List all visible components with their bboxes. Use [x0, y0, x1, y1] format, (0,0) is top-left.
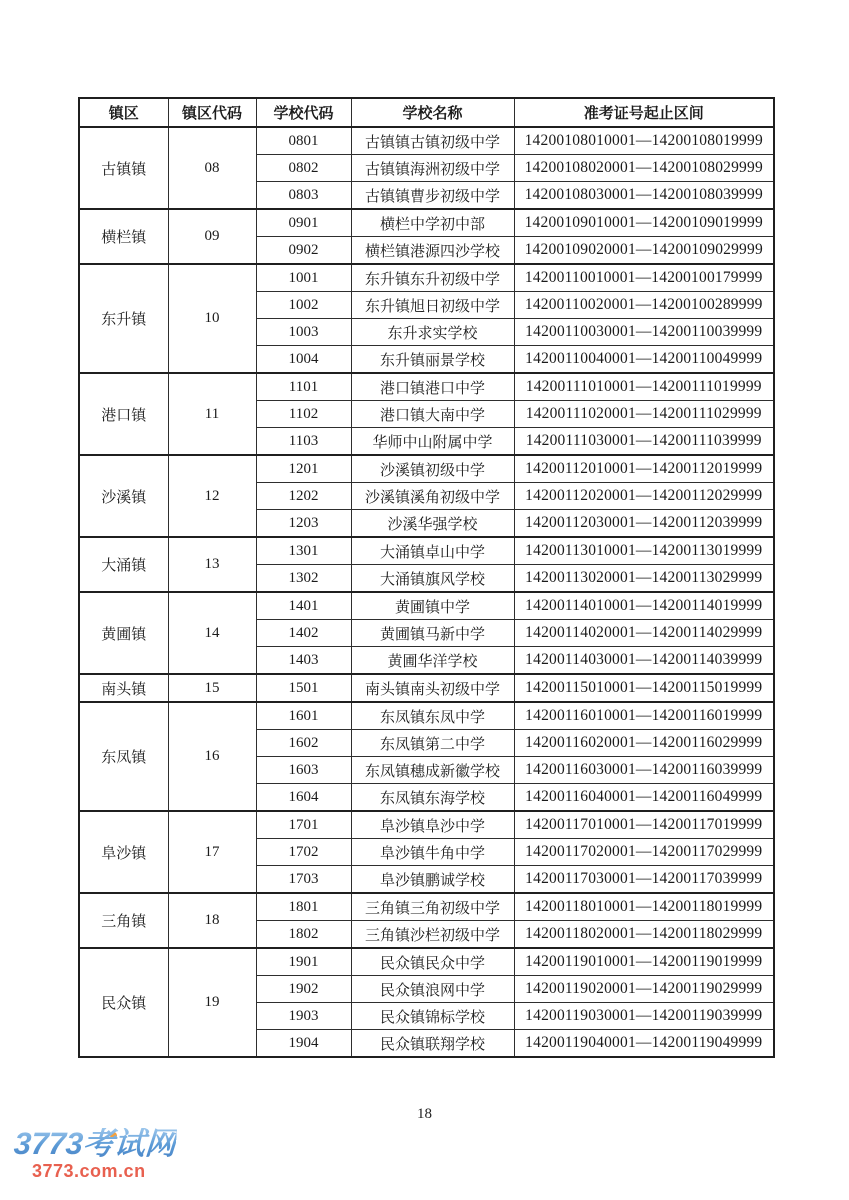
school-code-cell: 1703	[256, 866, 351, 894]
school-code-cell: 1802	[256, 921, 351, 949]
town-cell: 东凤镇	[79, 702, 168, 811]
town-cell: 黄圃镇	[79, 592, 168, 674]
town-cell: 横栏镇	[79, 209, 168, 264]
school-code-cell: 1301	[256, 537, 351, 565]
school-code-cell: 1604	[256, 784, 351, 812]
school-code-cell: 0802	[256, 155, 351, 182]
ticket-range-cell: 14200108030001—14200108039999	[514, 182, 774, 210]
school-name-cell: 南头镇南头初级中学	[351, 674, 514, 702]
school-name-cell: 大涌镇旗风学校	[351, 565, 514, 593]
ticket-range-cell: 14200109010001—14200109019999	[514, 209, 774, 237]
watermark-site-name: 3773考试网	[12, 1126, 178, 1161]
school-code-cell: 1103	[256, 428, 351, 456]
town-code-cell: 17	[168, 811, 256, 893]
ticket-range-cell: 14200117020001—14200117029999	[514, 839, 774, 866]
table-row	[79, 455, 774, 483]
school-code-cell: 1101	[256, 373, 351, 401]
school-name-cell: 华师中山附属中学	[351, 428, 514, 456]
school-name-cell: 港口镇大南中学	[351, 401, 514, 428]
col-header-ticket-range: 准考证号起止区间	[514, 98, 774, 127]
ticket-range-cell: 14200112020001—14200112029999	[514, 483, 774, 510]
page-number: 18	[417, 1106, 432, 1122]
table-row	[79, 893, 774, 921]
ticket-range-cell: 14200119020001—14200119029999	[514, 976, 774, 1003]
town-cell: 沙溪镇	[79, 455, 168, 537]
school-code-cell: 1203	[256, 510, 351, 538]
ticket-range-cell: 14200116030001—14200116039999	[514, 757, 774, 784]
school-name-cell: 民众镇锦标学校	[351, 1003, 514, 1030]
ticket-range-cell: 14200116040001—14200116049999	[514, 784, 774, 812]
school-name-cell: 东升镇东升初级中学	[351, 264, 514, 292]
table-row	[79, 674, 774, 702]
school-name-cell: 三角镇沙栏初级中学	[351, 921, 514, 949]
town-code-cell: 10	[168, 264, 256, 373]
town-code-cell: 12	[168, 455, 256, 537]
school-code-cell: 1801	[256, 893, 351, 921]
school-name-cell: 民众镇联翔学校	[351, 1030, 514, 1058]
town-code-cell: 19	[168, 948, 256, 1057]
school-code-cell: 1902	[256, 976, 351, 1003]
ticket-range-cell: 14200119040001—14200119049999	[514, 1030, 774, 1058]
school-name-cell: 阜沙镇阜沙中学	[351, 811, 514, 839]
town-code-cell: 16	[168, 702, 256, 811]
ticket-range-cell: 14200114020001—14200114029999	[514, 620, 774, 647]
town-cell: 东升镇	[79, 264, 168, 373]
table-row	[79, 592, 774, 620]
ticket-range-cell: 14200110040001—14200110049999	[514, 346, 774, 374]
site-watermark	[14, 1128, 214, 1180]
ticket-range-cell: 14200108010001—14200108019999	[514, 127, 774, 155]
school-code-cell: 1602	[256, 730, 351, 757]
town-code-cell: 18	[168, 893, 256, 948]
school-name-cell: 沙溪镇溪角初级中学	[351, 483, 514, 510]
table-row	[79, 537, 774, 565]
school-code-cell: 1201	[256, 455, 351, 483]
school-name-cell: 东升求实学校	[351, 319, 514, 346]
school-name-cell: 阜沙镇牛角中学	[351, 839, 514, 866]
school-code-cell: 0902	[256, 237, 351, 265]
town-cell: 南头镇	[79, 674, 168, 702]
ticket-range-cell: 14200118010001—14200118019999	[514, 893, 774, 921]
ticket-range-cell: 14200116020001—14200116029999	[514, 730, 774, 757]
col-header-town: 镇区	[79, 98, 168, 127]
ticket-range-cell: 14200109020001—14200109029999	[514, 237, 774, 265]
school-name-cell: 黄圃华洋学校	[351, 647, 514, 675]
school-code-cell: 1401	[256, 592, 351, 620]
school-code-cell: 0801	[256, 127, 351, 155]
school-code-cell: 1003	[256, 319, 351, 346]
school-code-cell: 1603	[256, 757, 351, 784]
town-code-cell: 15	[168, 674, 256, 702]
town-code-cell: 13	[168, 537, 256, 592]
school-name-cell: 东升镇丽景学校	[351, 346, 514, 374]
town-cell: 古镇镇	[79, 127, 168, 209]
school-code-cell: 1402	[256, 620, 351, 647]
ticket-range-cell: 14200111010001—14200111019999	[514, 373, 774, 401]
school-name-cell: 沙溪华强学校	[351, 510, 514, 538]
col-header-school-name: 学校名称	[351, 98, 514, 127]
school-code-cell: 1002	[256, 292, 351, 319]
town-cell: 大涌镇	[79, 537, 168, 592]
ticket-range-cell: 14200117030001—14200117039999	[514, 866, 774, 894]
ticket-range-cell: 14200119030001—14200119039999	[514, 1003, 774, 1030]
school-name-cell: 东凤镇穗成新徽学校	[351, 757, 514, 784]
ticket-range-cell: 14200111020001—14200111029999	[514, 401, 774, 428]
town-cell: 阜沙镇	[79, 811, 168, 893]
school-name-cell: 古镇镇海洲初级中学	[351, 155, 514, 182]
school-name-cell: 民众镇浪网中学	[351, 976, 514, 1003]
school-name-cell: 横栏中学初中部	[351, 209, 514, 237]
ticket-range-cell: 14200114010001—14200114019999	[514, 592, 774, 620]
ticket-range-cell: 14200112010001—14200112019999	[514, 455, 774, 483]
school-code-cell: 1903	[256, 1003, 351, 1030]
table-header-row	[79, 98, 774, 127]
table-row	[79, 702, 774, 730]
ticket-range-cell: 14200110020001—14200100289999	[514, 292, 774, 319]
school-name-cell: 阜沙镇鹏诚学校	[351, 866, 514, 894]
school-name-cell: 黄圃镇中学	[351, 592, 514, 620]
school-code-cell: 1202	[256, 483, 351, 510]
school-name-cell: 港口镇港口中学	[351, 373, 514, 401]
school-code-cell: 1904	[256, 1030, 351, 1058]
school-code-cell: 1403	[256, 647, 351, 675]
school-code-cell: 1701	[256, 811, 351, 839]
table-row	[79, 209, 774, 237]
exam-id-range-table	[78, 97, 775, 1058]
table-row	[79, 264, 774, 292]
ticket-range-cell: 14200117010001—14200117019999	[514, 811, 774, 839]
school-code-cell: 1702	[256, 839, 351, 866]
school-code-cell: 0803	[256, 182, 351, 210]
ticket-range-cell: 14200110030001—14200110039999	[514, 319, 774, 346]
school-name-cell: 古镇镇曹步初级中学	[351, 182, 514, 210]
ticket-range-cell: 14200113020001—14200113029999	[514, 565, 774, 593]
school-name-cell: 东凤镇东凤中学	[351, 702, 514, 730]
ticket-range-cell: 14200112030001—14200112039999	[514, 510, 774, 538]
town-cell: 港口镇	[79, 373, 168, 455]
school-name-cell: 三角镇三角初级中学	[351, 893, 514, 921]
school-name-cell: 古镇镇古镇初级中学	[351, 127, 514, 155]
school-name-cell: 东凤镇东海学校	[351, 784, 514, 812]
town-code-cell: 09	[168, 209, 256, 264]
school-code-cell: 1501	[256, 674, 351, 702]
ticket-range-cell: 14200113010001—14200113019999	[514, 537, 774, 565]
school-code-cell: 0901	[256, 209, 351, 237]
table-row	[79, 127, 774, 155]
town-code-cell: 14	[168, 592, 256, 674]
table-row	[79, 948, 774, 976]
school-name-cell: 大涌镇卓山中学	[351, 537, 514, 565]
school-code-cell: 1102	[256, 401, 351, 428]
ticket-range-cell: 14200108020001—14200108029999	[514, 155, 774, 182]
school-code-cell: 1302	[256, 565, 351, 593]
ticket-range-cell: 14200116010001—14200116019999	[514, 702, 774, 730]
table-row	[79, 811, 774, 839]
ticket-range-cell: 14200115010001—14200115019999	[514, 674, 774, 702]
school-table-body	[79, 127, 774, 1057]
school-name-cell: 横栏镇港源四沙学校	[351, 237, 514, 265]
town-code-cell: 11	[168, 373, 256, 455]
ticket-range-cell: 14200119010001—14200119019999	[514, 948, 774, 976]
town-cell: 民众镇	[79, 948, 168, 1057]
school-code-cell: 1001	[256, 264, 351, 292]
town-code-cell: 08	[168, 127, 256, 209]
school-code-cell: 1004	[256, 346, 351, 374]
ticket-range-cell: 14200111030001—14200111039999	[514, 428, 774, 456]
ticket-range-cell: 14200110010001—14200100179999	[514, 264, 774, 292]
table-row	[79, 373, 774, 401]
school-name-cell: 东凤镇第二中学	[351, 730, 514, 757]
watermark-site-url: 3773.com.cn	[32, 1161, 146, 1181]
ticket-range-cell: 14200114030001—14200114039999	[514, 647, 774, 675]
school-name-cell: 民众镇民众中学	[351, 948, 514, 976]
school-code-cell: 1601	[256, 702, 351, 730]
school-name-cell: 黄圃镇马新中学	[351, 620, 514, 647]
col-header-town-code: 镇区代码	[168, 98, 256, 127]
col-header-school-code: 学校代码	[256, 98, 351, 127]
ticket-range-cell: 14200118020001—14200118029999	[514, 921, 774, 949]
town-cell: 三角镇	[79, 893, 168, 948]
school-code-cell: 1901	[256, 948, 351, 976]
school-name-cell: 沙溪镇初级中学	[351, 455, 514, 483]
school-name-cell: 东升镇旭日初级中学	[351, 292, 514, 319]
